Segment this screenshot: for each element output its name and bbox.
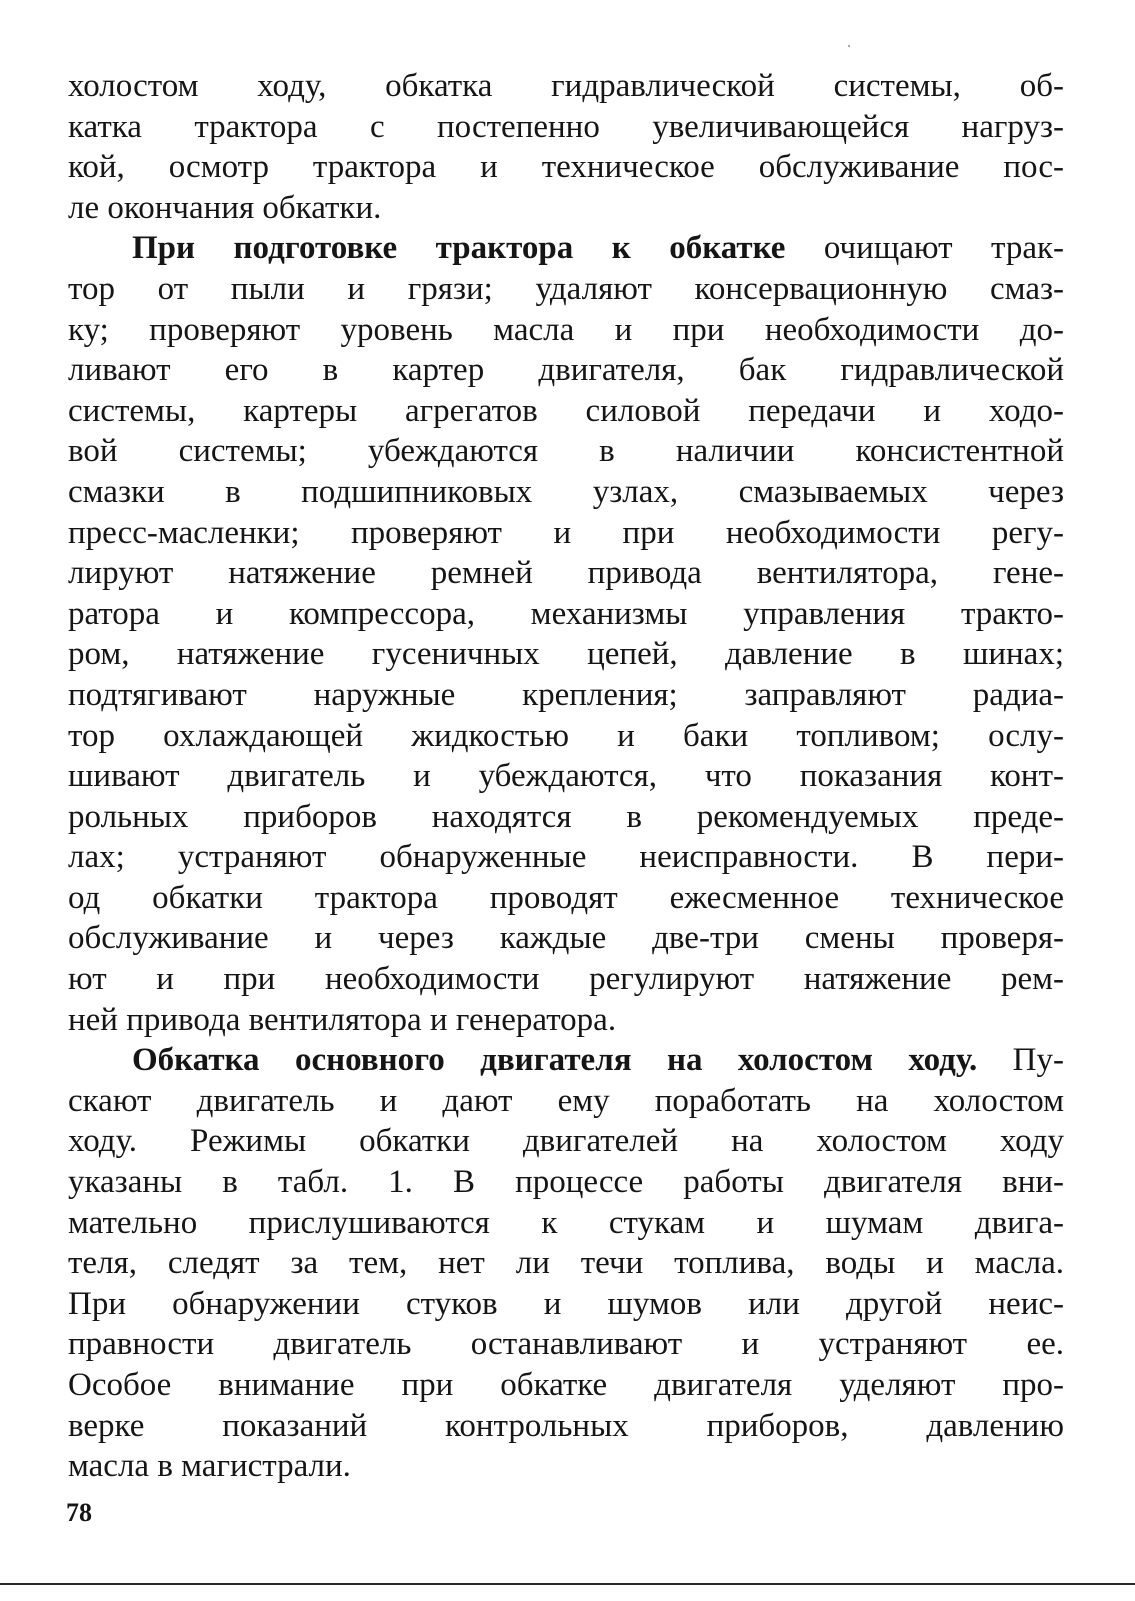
text-run: мательно прислушиваются к стукам и шумам двига- <box>68 1204 1064 1241</box>
text-run: обслуживание и через каждые две-три смены проверя- <box>68 920 1064 957</box>
bottom-edge-line <box>0 1583 1135 1585</box>
text-run: очищают трак- <box>785 230 1064 267</box>
text-run: кой, осмотр трактора и техническое обслуживание пос- <box>68 149 1064 186</box>
text-line <box>68 1121 1064 1162</box>
text-line <box>68 350 1064 391</box>
text-line <box>68 1243 1064 1284</box>
text-line <box>68 228 1064 269</box>
text-line <box>68 107 1064 148</box>
text-run: Особое внимание при обкатке двигателя уделяют про- <box>68 1367 1064 1403</box>
text-run: правности двигатель останавливают и устраняют ее. <box>68 1326 1064 1363</box>
run-in-heading: При подготовке трактора к обкатке <box>132 230 786 267</box>
page-number: 78 <box>66 1498 92 1527</box>
text-run: Пу- <box>977 1042 1064 1079</box>
text-run: ней привода вентилятора и генератора. <box>68 1001 617 1038</box>
text-run: шивают двигатель и убеждаются, что показания конт- <box>68 758 1064 795</box>
text-line <box>68 269 1064 310</box>
text-line <box>68 797 1064 838</box>
text-line <box>68 513 1064 554</box>
text-line <box>68 1406 1064 1447</box>
text-line <box>68 1081 1064 1122</box>
text-line <box>68 472 1064 513</box>
text-run: лах; устраняют обнаруженные неисправности. В пери- <box>68 839 1064 876</box>
text-run: подтягивают наружные крепления; заправляют радиа- <box>68 676 1064 713</box>
text-run: указаны в табл. 1. В процессе работы двигателя вни- <box>68 1164 1064 1201</box>
text-line <box>68 66 1064 107</box>
text-run: ку; проверяют уровень масла и при необходимости до- <box>68 311 1064 348</box>
text-run: скают двигатель и дают ему поработать на холостом <box>68 1082 1064 1119</box>
text-line <box>68 431 1064 472</box>
text-line <box>68 1365 1064 1406</box>
text-run: теля, следят за тем, нет ли течи топлива, воды и масла. <box>68 1245 1064 1282</box>
text-run: вой системы; убеждаются в наличии консистентной <box>68 433 1064 470</box>
text-line <box>68 1203 1064 1244</box>
text-line <box>68 1446 1064 1487</box>
text-run: ют и при необходимости регулируют натяжение рем- <box>68 961 1064 998</box>
text-line <box>68 756 1064 797</box>
text-line <box>68 878 1064 919</box>
text-line <box>68 188 1064 229</box>
text-line <box>68 1000 1064 1041</box>
text-line <box>68 391 1064 432</box>
text-run: ливают его в картер двигателя, бак гидравлической <box>68 352 1064 389</box>
text-line <box>68 553 1064 594</box>
text-line <box>68 837 1064 878</box>
text-run: системы, картеры агрегатов силовой передачи и ходо- <box>68 392 1064 429</box>
text-line <box>68 1324 1064 1365</box>
body-text <box>68 66 1064 1487</box>
text-line <box>68 310 1064 351</box>
run-in-heading: Обкатка основного двигателя на холостом ходу. <box>132 1042 978 1079</box>
text-run: верке показаний контрольных приборов, давлению <box>68 1407 1064 1444</box>
text-run: смазки в подшипниковых узлах, смазываемых через <box>68 473 1064 510</box>
text-run: рольных приборов находятся в рекомендуемых преде- <box>68 798 1064 835</box>
text-line <box>68 1040 1064 1081</box>
text-line <box>68 918 1064 959</box>
text-line <box>68 959 1064 1000</box>
text-line <box>68 147 1064 188</box>
text-line <box>68 594 1064 635</box>
text-run: ром, натяжение гусеничных цепей, давление в шинах; <box>68 636 1064 673</box>
text-line <box>68 675 1064 716</box>
text-run: пресс-масленки; проверяют и при необходимости регу- <box>68 514 1064 551</box>
text-run: ратора и компрессора, механизмы управления тракто- <box>68 595 1064 632</box>
text-line <box>68 716 1064 757</box>
text-run: тор от пыли и грязи; удаляют консервационную смаз- <box>68 270 1064 307</box>
text-run: тор охлаждающей жидкостью и баки топливом; ослу- <box>68 717 1064 754</box>
text-run: масла в магистрали. <box>68 1448 351 1485</box>
text-run: При обнаружении стуков и шумов или другой неис- <box>68 1285 1064 1322</box>
text-run: катка трактора с постепенно увеличивающейся нагруз- <box>68 108 1064 145</box>
text-line <box>68 1284 1064 1325</box>
text-run: лируют натяжение ремней привода вентилятора, гене- <box>68 555 1064 592</box>
text-line <box>68 634 1064 675</box>
text-run: ле окончания обкатки. <box>68 189 382 226</box>
text-run: холостом ходу, обкатка гидравлической системы, об- <box>68 68 1064 104</box>
text-run: од обкатки трактора проводят ежесменное техническое <box>68 879 1064 916</box>
text-line <box>68 1162 1064 1203</box>
scan-speck <box>848 45 850 47</box>
text-run: ходу. Режимы обкатки двигателей на холостом ходу <box>68 1123 1064 1160</box>
